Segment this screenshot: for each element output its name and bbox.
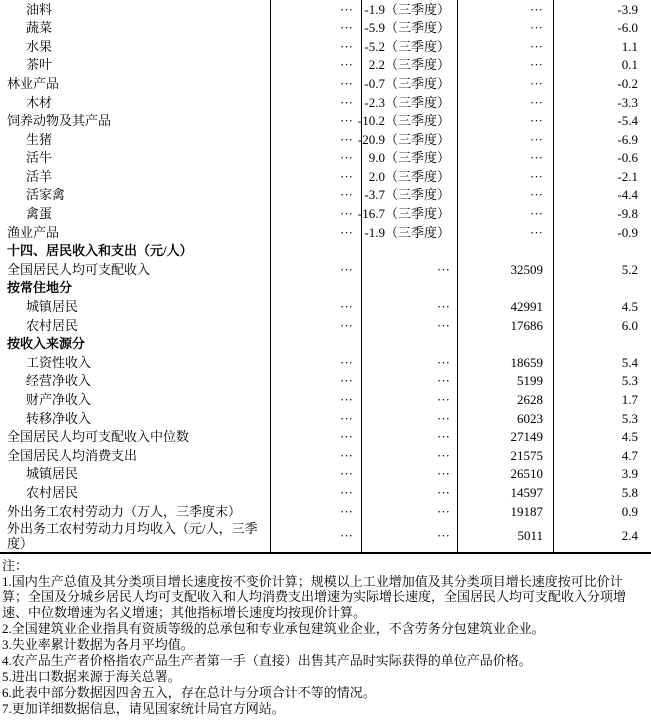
indicator-label: 活羊 [26, 168, 53, 184]
cell-cumulative-abs [457, 409, 553, 428]
cell-cumulative-abs [457, 316, 553, 335]
indicator-label: 外出务工农村劳动力月均收入（元/人，三季度） [7, 520, 258, 552]
table-row [0, 390, 651, 409]
indicator-label: 渔业产品 [7, 224, 60, 240]
cell-value: ··· [340, 187, 353, 203]
cell-cumulative-growth [553, 521, 651, 552]
cell-value: -5.2（三季度） [364, 38, 450, 54]
indicator-label: 全国居民人均消费支出 [7, 447, 138, 463]
cell-cumulative-abs [457, 372, 553, 391]
cell-value: 5.3 [621, 373, 638, 389]
cell-value: ··· [530, 75, 543, 91]
cell-period-abs [270, 149, 361, 168]
cell-cumulative-growth [553, 223, 651, 242]
cell-value: ··· [437, 484, 450, 500]
cell-cumulative-growth [553, 0, 651, 19]
cell-value: ··· [340, 410, 353, 426]
cell-cumulative-growth [553, 316, 651, 335]
cell-cumulative-abs [457, 446, 553, 465]
cell-value: ··· [340, 168, 353, 184]
table-row [0, 335, 651, 354]
cell-cumulative-abs [457, 56, 553, 75]
cell-period-abs [270, 465, 361, 484]
indicator-label: 城镇居民 [26, 299, 79, 315]
cell-cumulative-growth [553, 37, 651, 56]
cell-value: 5.2 [621, 261, 638, 277]
cell-value: ··· [340, 373, 353, 389]
table-row [0, 446, 651, 465]
cell-period-abs [270, 242, 361, 261]
table-row [0, 0, 651, 19]
cell-cumulative-growth [553, 390, 651, 409]
cell-value: 6.0 [621, 317, 638, 333]
cell-value: -0.2 [617, 75, 638, 91]
cell-cumulative-abs [457, 19, 553, 38]
cell-value: ··· [530, 113, 543, 129]
cell-period-growth [361, 242, 457, 261]
cell-value: 27149 [510, 429, 543, 445]
cell-value: ··· [340, 75, 353, 91]
cell-value: ··· [340, 429, 353, 445]
cell-value: ··· [340, 224, 353, 240]
cell-value: ··· [340, 528, 353, 544]
cell-cumulative-abs [457, 260, 553, 279]
cell-value: ··· [530, 131, 543, 147]
cell-value: 17686 [510, 317, 543, 333]
cell-period-abs [270, 205, 361, 224]
cell-period-abs [270, 279, 361, 298]
cell-period-abs [270, 372, 361, 391]
cell-value: ··· [437, 447, 450, 463]
cell-cumulative-abs [457, 298, 553, 317]
table-row [0, 260, 651, 279]
cell-cumulative-growth [553, 74, 651, 93]
cell-value: ··· [340, 20, 353, 36]
cell-value: ··· [530, 94, 543, 110]
cell-cumulative-abs [457, 186, 553, 205]
cell-period-abs [270, 298, 361, 317]
table-row [0, 353, 651, 372]
cell-value: 5.4 [621, 354, 638, 370]
cell-value: ··· [437, 466, 450, 482]
cell-cumulative-abs [457, 167, 553, 186]
cell-value: 5199 [517, 373, 543, 389]
cell-cumulative-abs [457, 242, 553, 261]
note-item: 5.进出口数据来源于海关总署。 [2, 668, 181, 684]
cell-cumulative-growth [553, 93, 651, 112]
cell-value: ··· [437, 429, 450, 445]
cell-period-growth [361, 316, 457, 335]
table-row [0, 19, 651, 38]
cell-cumulative-growth [553, 19, 651, 38]
cell-period-growth [361, 19, 457, 38]
cell-value: ··· [437, 528, 450, 544]
cell-cumulative-abs [457, 502, 553, 521]
cell-value: 21575 [510, 447, 543, 463]
cell-value: ··· [530, 20, 543, 36]
indicator-label: 转移净收入 [26, 410, 92, 426]
cell-value: ··· [530, 224, 543, 240]
indicator-label: 木材 [26, 94, 53, 110]
cell-period-growth [361, 483, 457, 502]
cell-period-growth [361, 149, 457, 168]
cell-value: ··· [437, 392, 450, 408]
cell-cumulative-growth [553, 56, 651, 75]
table-row [0, 372, 651, 391]
cell-value: ··· [437, 354, 450, 370]
cell-period-abs [270, 428, 361, 447]
cell-cumulative-abs [457, 93, 553, 112]
cell-period-growth [361, 37, 457, 56]
cell-cumulative-growth [553, 130, 651, 149]
cell-cumulative-abs [457, 465, 553, 484]
cell-value: 4.5 [621, 429, 638, 445]
cell-value: 0.1 [621, 57, 638, 73]
table-row [0, 465, 651, 484]
cell-value: ··· [530, 187, 543, 203]
cell-cumulative-abs [457, 223, 553, 242]
cell-value: -9.8 [617, 206, 638, 222]
cell-cumulative-growth [553, 446, 651, 465]
cell-value: -0.6 [617, 150, 638, 166]
table-row [0, 316, 651, 335]
note-item: 3.失业率累计数据为各月平均值。 [2, 637, 194, 653]
cell-value: ··· [340, 317, 353, 333]
cell-value: 1.1 [621, 38, 638, 54]
cell-value: 2.4 [621, 528, 638, 544]
cell-cumulative-growth [553, 409, 651, 428]
cell-value: ··· [340, 94, 353, 110]
cell-value: 2.0（三季度） [368, 168, 450, 184]
cell-value: 1.7 [621, 392, 638, 408]
cell-cumulative-growth [553, 149, 651, 168]
indicator-label: 十四、居民收入和支出（元/人） [7, 243, 193, 259]
indicator-label: 经营净收入 [26, 373, 92, 389]
table-row [0, 279, 651, 298]
cell-period-abs [270, 260, 361, 279]
table-row [0, 167, 651, 186]
cell-period-growth [361, 446, 457, 465]
cell-period-abs [270, 390, 361, 409]
indicator-label: 饲养动物及其产品 [7, 113, 112, 129]
cell-cumulative-abs [457, 74, 553, 93]
cell-period-growth [361, 409, 457, 428]
cell-cumulative-growth [553, 502, 651, 521]
cell-period-growth [361, 502, 457, 521]
cell-value: ··· [340, 131, 353, 147]
cell-period-growth [361, 74, 457, 93]
cell-cumulative-abs [457, 205, 553, 224]
cell-cumulative-growth [553, 372, 651, 391]
table-row [0, 483, 651, 502]
cell-cumulative-abs [457, 149, 553, 168]
cell-value: -3.3 [617, 94, 638, 110]
cell-cumulative-growth [553, 186, 651, 205]
cell-period-abs [270, 56, 361, 75]
cell-value: ··· [437, 373, 450, 389]
cell-value: -10.2（三季度） [357, 113, 450, 129]
cell-period-growth [361, 56, 457, 75]
cell-period-abs [270, 483, 361, 502]
table-row [0, 37, 651, 56]
cell-value: -2.3（三季度） [364, 94, 450, 110]
indicator-label: 茶叶 [26, 57, 53, 73]
cell-cumulative-abs [457, 428, 553, 447]
cell-value: 42991 [510, 299, 543, 315]
cell-value: -0.7（三季度） [364, 75, 450, 91]
cell-period-growth [361, 390, 457, 409]
cell-period-growth [361, 0, 457, 19]
cell-value: ··· [340, 466, 353, 482]
cell-period-abs [270, 316, 361, 335]
cell-cumulative-abs [457, 390, 553, 409]
cell-value: ··· [437, 503, 450, 519]
cell-value: 5011 [517, 528, 543, 544]
cell-value: 2.2（三季度） [368, 57, 450, 73]
cell-value: -6.0 [617, 20, 638, 36]
cell-cumulative-abs [457, 37, 553, 56]
cell-value: ··· [340, 503, 353, 519]
indicator-label: 城镇居民 [26, 466, 79, 482]
notes-list [2, 574, 648, 717]
cell-period-abs [270, 93, 361, 112]
cell-value: ··· [340, 354, 353, 370]
cell-value: -20.9（三季度） [357, 131, 450, 147]
cell-value: ··· [437, 261, 450, 277]
notes-heading: 注： [2, 557, 29, 573]
cell-period-abs [270, 0, 361, 19]
indicator-label: 蔬菜 [26, 20, 53, 36]
cell-value: ··· [530, 150, 543, 166]
cell-value: ··· [340, 392, 353, 408]
cell-cumulative-growth [553, 260, 651, 279]
indicator-label: 全国居民人均可支配收入 [7, 261, 151, 277]
table-row [0, 521, 651, 552]
cell-cumulative-abs [457, 483, 553, 502]
cell-period-growth [361, 186, 457, 205]
cell-value: ··· [340, 1, 353, 17]
cell-value: ··· [437, 317, 450, 333]
cell-period-abs [270, 502, 361, 521]
cell-period-abs [270, 74, 361, 93]
cell-value: 14597 [510, 484, 543, 500]
cell-value: -0.9 [617, 224, 638, 240]
cell-period-abs [270, 112, 361, 131]
indicator-label: 油料 [26, 1, 53, 17]
indicator-label: 水果 [26, 38, 53, 54]
cell-cumulative-growth [553, 353, 651, 372]
cell-period-growth [361, 372, 457, 391]
cell-value: 3.9 [621, 466, 638, 482]
cell-value: 9.0（三季度） [368, 150, 450, 166]
cell-period-abs [270, 130, 361, 149]
cell-value: ··· [340, 299, 353, 315]
cell-period-abs [270, 167, 361, 186]
cell-value: ··· [340, 206, 353, 222]
table-row [0, 149, 651, 168]
cell-value: 0.9 [621, 503, 638, 519]
cell-value: ··· [530, 206, 543, 222]
cell-value: ··· [530, 168, 543, 184]
cell-value: 26510 [510, 466, 543, 482]
cell-value: -16.7（三季度） [357, 206, 450, 222]
cell-period-growth [361, 223, 457, 242]
indicator-label: 按收入来源分 [7, 336, 86, 352]
cell-value: -2.1 [617, 168, 638, 184]
cell-value: -6.9 [617, 131, 638, 147]
cell-cumulative-abs [457, 353, 553, 372]
cell-period-growth [357, 205, 457, 224]
cell-value: 5.3 [621, 410, 638, 426]
cell-value: 18659 [510, 354, 543, 370]
cell-value: -4.4 [617, 187, 638, 203]
cell-period-growth [361, 465, 457, 484]
cell-period-growth [361, 260, 457, 279]
cell-period-abs [270, 186, 361, 205]
cell-period-abs [270, 335, 361, 354]
cell-value: 2628 [517, 392, 543, 408]
cell-period-abs [270, 446, 361, 465]
cell-value: ··· [340, 484, 353, 500]
table-row [0, 409, 651, 428]
table-row [0, 242, 651, 261]
cell-value: ··· [437, 410, 450, 426]
cell-period-growth [361, 353, 457, 372]
cell-cumulative-growth [553, 428, 651, 447]
cell-period-growth [361, 521, 457, 552]
cell-value: -1.9（三季度） [364, 224, 450, 240]
cell-period-growth [361, 428, 457, 447]
note-item: 1.国内生产总值及其分类项目增长速度按不变价计算；规模以上工业增加值及其分类项目增长速度按可比价计算；全国及分城乡居民人均可支配收入和人均消费支出增速为实际增长速度，全国居民人均可支配收入分项增速、中位数增速为名义增速；其他指标增长速度均按现价计算。 [2, 573, 627, 621]
indicator-label: 活家禽 [26, 187, 66, 203]
cell-cumulative-abs [457, 335, 553, 354]
table-row [0, 112, 651, 131]
cell-value: -3.7（三季度） [364, 187, 450, 203]
indicator-label: 财产净收入 [26, 392, 92, 408]
table-row [0, 130, 651, 149]
cell-period-growth [361, 93, 457, 112]
cell-period-abs [270, 19, 361, 38]
cell-value: ··· [340, 447, 353, 463]
table-row [0, 186, 651, 205]
cell-value: -5.9（三季度） [364, 20, 450, 36]
note-item: 6.此表中部分数据因四舍五入，存在总计与分项合计不等的情况。 [2, 684, 376, 700]
table-row [0, 298, 651, 317]
cell-value: -1.9（三季度） [364, 1, 450, 17]
indicator-label: 禽蛋 [26, 206, 53, 222]
cell-cumulative-growth [553, 465, 651, 484]
table-row [0, 56, 651, 75]
note-item: 4.农产品生产者价格指农产品生产者第一手（直接）出售其产品时实际获得的单位产品价格。 [2, 653, 532, 669]
cell-cumulative-growth [553, 335, 651, 354]
cell-value: ··· [340, 113, 353, 129]
cell-period-abs [270, 409, 361, 428]
cell-period-abs [270, 521, 361, 552]
cell-cumulative-abs [457, 0, 553, 19]
table-row [0, 205, 651, 224]
cell-value: -5.4 [617, 113, 638, 129]
notes-section [0, 554, 651, 717]
note-item: 7.更加详细数据信息，请见国家统计局官方网站。 [2, 700, 285, 716]
cell-value: ··· [530, 38, 543, 54]
indicator-label: 活牛 [26, 150, 53, 166]
cell-period-growth [357, 112, 457, 131]
cell-value: ··· [530, 57, 543, 73]
cell-value: ··· [340, 261, 353, 277]
cell-value: ··· [340, 150, 353, 166]
cell-value: 4.7 [621, 447, 638, 463]
cell-cumulative-growth [553, 205, 651, 224]
table-row [0, 428, 651, 447]
cell-cumulative-abs [457, 130, 553, 149]
table-row [0, 223, 651, 242]
cell-value: ··· [530, 1, 543, 17]
cell-value: ··· [340, 38, 353, 54]
indicator-label: 全国居民人均可支配收入中位数 [7, 429, 190, 445]
cell-value: ··· [340, 57, 353, 73]
cell-value: 32509 [510, 261, 543, 277]
indicator-label: 农村居民 [26, 317, 79, 333]
note-item: 2.全国建筑业企业指具有资质等级的总承包和专业承包建筑业企业，不含劳务分包建筑业企业。 [2, 621, 545, 637]
cell-period-abs [270, 353, 361, 372]
table-row [0, 74, 651, 93]
cell-cumulative-growth [553, 242, 651, 261]
cell-value: ··· [437, 299, 450, 315]
indicator-label: 林业产品 [7, 75, 60, 91]
cell-cumulative-growth [553, 483, 651, 502]
cell-period-growth [361, 298, 457, 317]
cell-cumulative-growth [553, 167, 651, 186]
cell-period-growth [361, 279, 457, 298]
cell-period-growth [357, 130, 457, 149]
cell-value: 5.8 [621, 484, 638, 500]
cell-cumulative-growth [553, 279, 651, 298]
cell-period-abs [270, 223, 361, 242]
cell-cumulative-growth [553, 112, 651, 131]
cell-period-abs [270, 37, 361, 56]
cell-cumulative-abs [457, 112, 553, 131]
cell-period-growth [361, 167, 457, 186]
cell-value: 4.5 [621, 299, 638, 315]
indicator-label: 工资性收入 [26, 354, 92, 370]
cell-cumulative-growth [553, 298, 651, 317]
indicator-label: 外出务工农村劳动力（万人，三季度末） [7, 503, 242, 519]
table-row [0, 93, 651, 112]
cell-value: -3.9 [617, 1, 638, 17]
indicator-label: 按常住地分 [7, 280, 73, 296]
cell-value: 19187 [510, 503, 543, 519]
cell-period-growth [361, 335, 457, 354]
cell-value: 6023 [517, 410, 543, 426]
cell-cumulative-abs [457, 279, 553, 298]
cell-cumulative-abs [457, 521, 553, 552]
table-row [0, 502, 651, 521]
indicator-label: 农村居民 [26, 484, 79, 500]
indicator-label: 生猪 [26, 131, 53, 147]
